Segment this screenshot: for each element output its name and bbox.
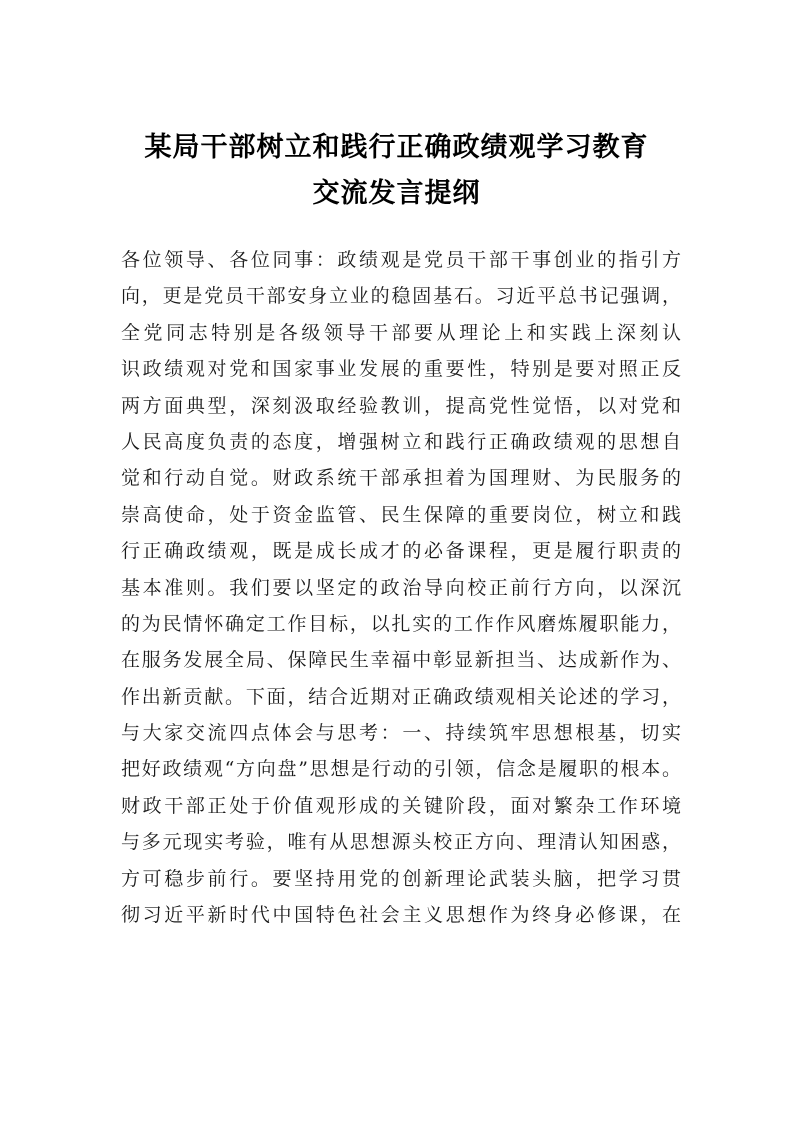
document-title-line-1: 某局干部树立和践行正确政绩观学习教育: [144, 132, 649, 163]
body-line: 作出新贡献。下面，结合近期对正确政绩观相关论述的学习，: [121, 685, 681, 708]
body-line: 与多元现实考验，唯有从思想源头校正方向、理清认知困惑，: [121, 831, 681, 854]
body-line: 人民高度负责的态度，增强树立和践行正确政绩观的思想自: [121, 430, 681, 453]
body-line: 各位领导、各位同事：政绩观是党员干部干事创业的指引方: [121, 249, 681, 271]
body-line: 识政绩观对党和国家事业发展的重要性，特别是要对照正反: [121, 358, 681, 381]
body-line: 方可稳步前行。要坚持用党的创新理论武装头脑，把学习贯: [121, 867, 681, 890]
body-line: 把好政绩观“方向盘”思想是行动的引领，信念是履职的根本。: [121, 758, 681, 781]
document-body: [121, 242, 681, 933]
body-line: 基本准则。我们要以坚定的政治导向校正前行方向，以深沉: [121, 576, 681, 599]
body-line: 的为民情怀确定工作目标，以扎实的工作作风磨炼履职能力，: [121, 612, 681, 635]
body-line: 崇高使命，处于资金监管、民生保障的重要岗位，树立和践: [121, 503, 681, 526]
body-line: 两方面典型，深刻汲取经验教训，提高党性觉悟，以对党和: [121, 394, 681, 417]
body-line: 行正确政绩观，既是成长成才的必备课程，更是履行职责的: [121, 540, 681, 563]
body-line: 彻习近平新时代中国特色社会主义思想作为终身必修课，在: [121, 904, 681, 927]
body-line: 在服务发展全局、保障民生幸福中彰显新担当、达成新作为、: [121, 649, 681, 672]
body-line: 与大家交流四点体会与思考：一、持续筑牢思想根基，切实: [121, 722, 681, 745]
body-line: 向，更是党员干部安身立业的稳固基石。习近平总书记强调，: [121, 285, 681, 308]
body-line: 财政干部正处于价值观形成的关键阶段，面对繁杂工作环境: [121, 794, 681, 817]
document-title-line-2: 交流发言提纲: [312, 178, 481, 209]
body-line: 全党同志特别是各级领导干部要从理论上和实践上深刻认: [121, 321, 681, 344]
body-line: 觉和行动自觉。财政系统干部承担着为国理财、为民服务的: [121, 467, 681, 490]
